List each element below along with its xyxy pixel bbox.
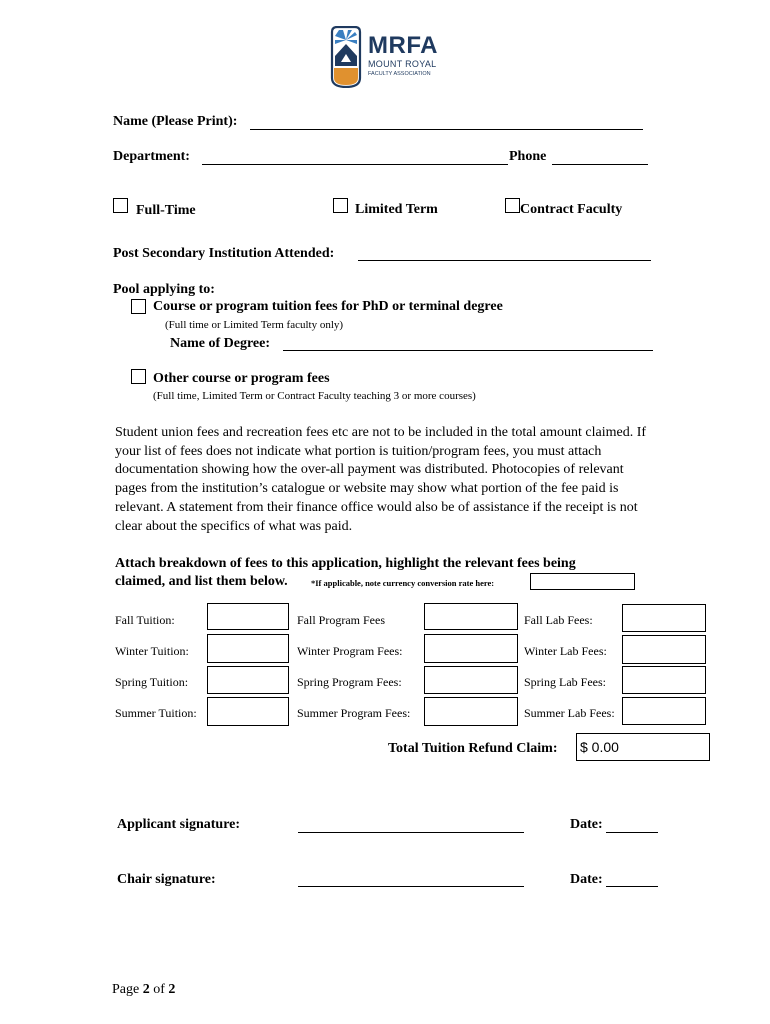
- winter-program-input[interactable]: [424, 634, 518, 663]
- winter-program-label: Winter Program Fees:: [297, 644, 403, 658]
- degree-label: Name of Degree:: [170, 336, 271, 351]
- limited-term-checkbox[interactable]: [333, 198, 348, 213]
- phone-field[interactable]: [552, 164, 648, 165]
- pool-heading: Pool applying to:: [113, 282, 215, 297]
- total-label: Total Tuition Refund Claim:: [388, 741, 558, 756]
- currency-rate-input[interactable]: [530, 573, 635, 590]
- instructions-paragraph: Student union fees and recreation fees etc are not to be included in the total amount claimed. If your list of fees does not indicate what portion is tuition/program fees, you must attach documentation showing how the over-all payment was distributed. Photocopies of relevant pages from the institution’s catalogue or website may show what portion of the fee paid is relevant. A statement from their finance office would also be of assistance if the receipt is not clear about the specifics of what was paid.: [115, 425, 647, 534]
- applicant-date-field[interactable]: [606, 832, 658, 833]
- name-label: Name (Please Print):: [113, 114, 238, 129]
- applicant-signature-label: Applicant signature:: [117, 817, 241, 832]
- attach-line1: Attach breakdown of fees to this application, highlight the relevant fees being: [115, 556, 576, 571]
- page-prefix: Page: [112, 982, 140, 997]
- degree-field[interactable]: [283, 350, 653, 351]
- contract-faculty-checkbox[interactable]: [505, 198, 520, 213]
- winter-lab-input[interactable]: [622, 635, 706, 664]
- winter-tuition-label: Winter Tuition:: [115, 644, 189, 658]
- chair-signature-field[interactable]: [298, 886, 524, 887]
- fall-lab-input[interactable]: [622, 604, 706, 632]
- spring-tuition-input[interactable]: [207, 666, 289, 694]
- winter-tuition-input[interactable]: [207, 634, 289, 663]
- department-field[interactable]: [202, 164, 508, 165]
- attach-line2: claimed, and list them below.: [115, 574, 288, 589]
- institution-field[interactable]: [358, 260, 651, 261]
- fall-tuition-input[interactable]: [207, 603, 289, 630]
- logo-emblem-icon: [330, 26, 362, 88]
- department-label: Department:: [113, 149, 190, 164]
- page-of: of: [153, 982, 165, 997]
- winter-lab-label: Winter Lab Fees:: [524, 644, 607, 658]
- logo-line1: MOUNT ROYAL: [368, 59, 437, 69]
- spring-tuition-label: Spring Tuition:: [115, 675, 189, 689]
- fall-lab-label: Fall Lab Fees:: [524, 613, 593, 627]
- summer-lab-input[interactable]: [622, 697, 706, 725]
- applicant-date-label: Date:: [570, 817, 603, 832]
- fall-program-label: Fall Program Fees: [297, 613, 385, 627]
- limited-term-label: Limited Term: [355, 202, 438, 217]
- pool-option1-label: Course or program tuition fees for PhD or terminal degree: [153, 299, 503, 314]
- spring-lab-label: Spring Lab Fees:: [524, 675, 606, 689]
- logo-acronym: MRFA: [368, 32, 438, 59]
- summer-lab-label: Summer Lab Fees:: [524, 706, 615, 720]
- logo: [330, 26, 440, 90]
- full-time-checkbox[interactable]: [113, 198, 128, 213]
- logo-line2: FACULTY ASSOCIATION: [368, 71, 431, 77]
- currency-note: *If applicable, note currency conversion rate here:: [311, 578, 495, 588]
- pool-option1-note: (Full time or Limited Term faculty only): [165, 319, 344, 331]
- institution-label: Post Secondary Institution Attended:: [113, 246, 335, 261]
- name-field[interactable]: [250, 129, 643, 130]
- applicant-signature-field[interactable]: [298, 832, 524, 833]
- chair-signature-label: Chair signature:: [117, 872, 216, 887]
- fall-tuition-label: Fall Tuition:: [115, 613, 175, 627]
- page-current: 2: [142, 982, 150, 997]
- fall-program-input[interactable]: [424, 603, 518, 630]
- page-total: 2: [168, 982, 176, 997]
- pool-option2-label: Other course or program fees: [153, 371, 330, 386]
- spring-lab-input[interactable]: [622, 666, 706, 694]
- pool-option2-checkbox[interactable]: [131, 369, 146, 384]
- summer-tuition-input[interactable]: [207, 697, 289, 726]
- contract-faculty-label: Contract Faculty: [520, 202, 623, 217]
- spring-program-label: Spring Program Fees:: [297, 675, 402, 689]
- total-value: $ 0.00: [580, 739, 619, 755]
- pool-option1-checkbox[interactable]: [131, 299, 146, 314]
- phone-label: Phone: [509, 149, 547, 164]
- summer-tuition-label: Summer Tuition:: [115, 706, 197, 720]
- spring-program-input[interactable]: [424, 666, 518, 694]
- chair-date-field[interactable]: [606, 886, 658, 887]
- page-number: [112, 982, 175, 998]
- summer-program-label: Summer Program Fees:: [297, 706, 411, 720]
- full-time-label: Full-Time: [136, 203, 196, 218]
- summer-program-input[interactable]: [424, 697, 518, 726]
- pool-option2-note: (Full time, Limited Term or Contract Faculty teaching 3 or more courses): [153, 390, 476, 402]
- chair-date-label: Date:: [570, 872, 603, 887]
- total-value-box[interactable]: [576, 733, 710, 761]
